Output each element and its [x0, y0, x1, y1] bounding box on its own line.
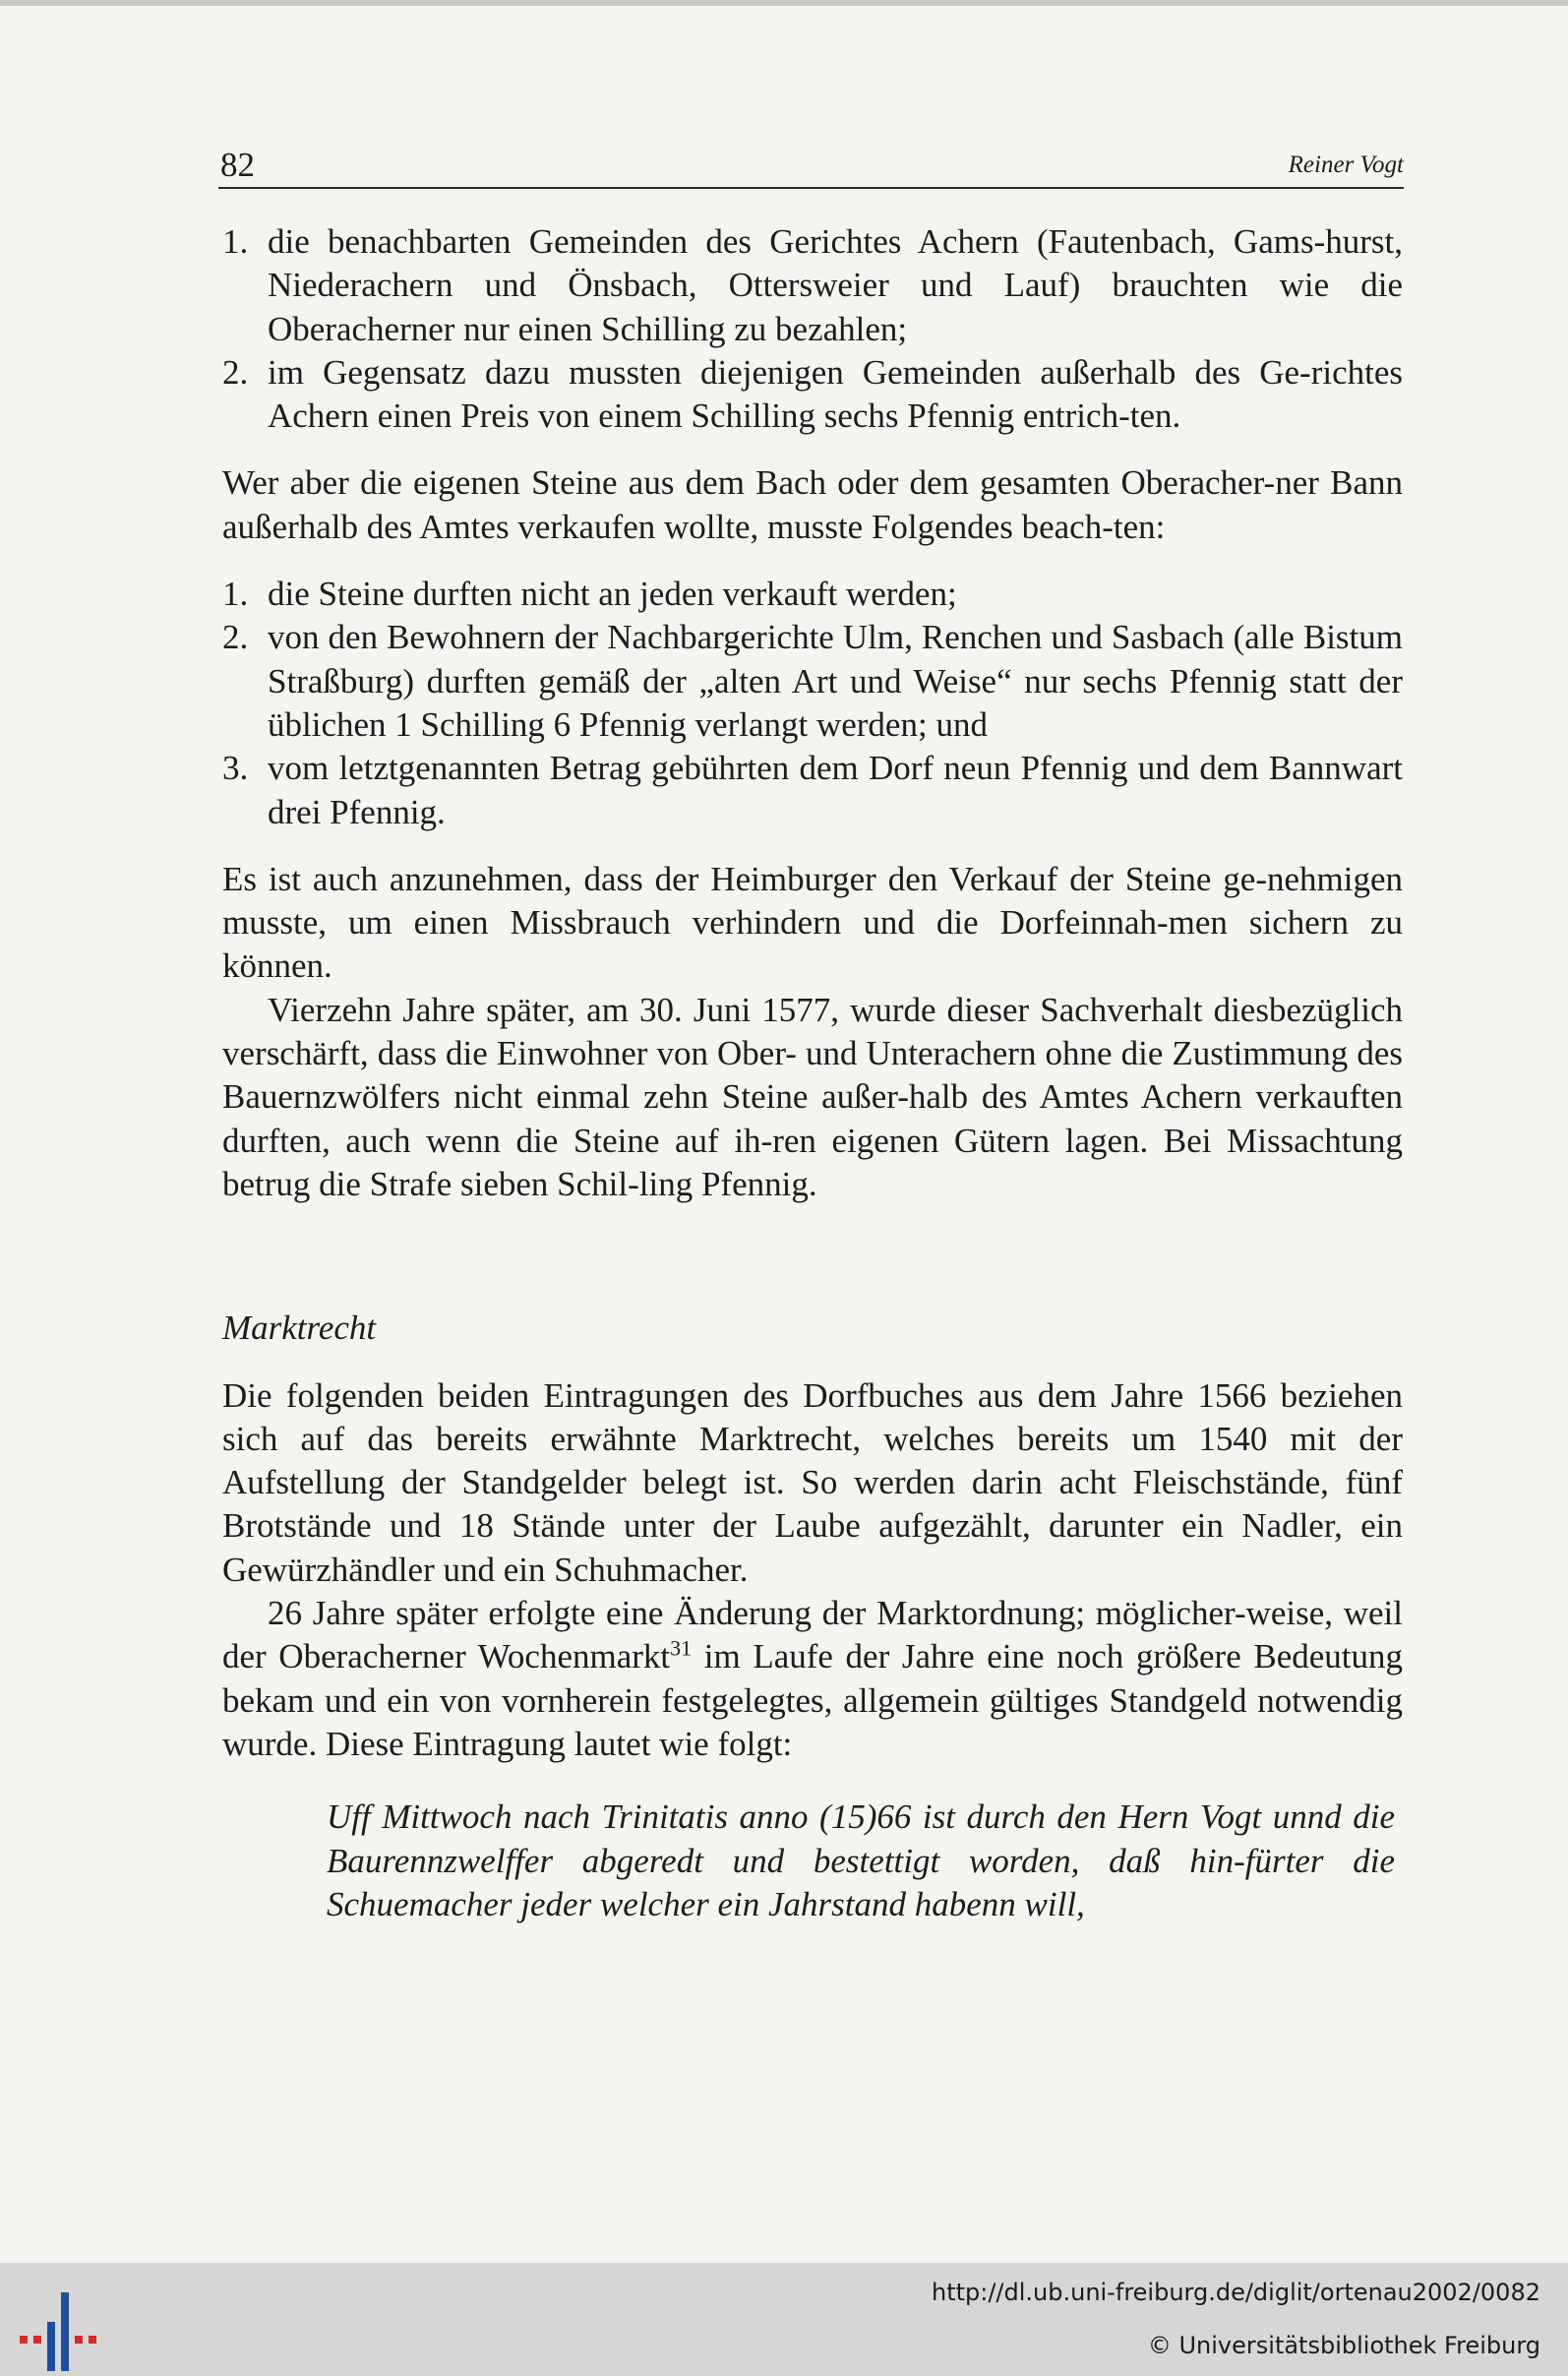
page-number: 82	[220, 146, 255, 184]
scan-edge	[0, 0, 1568, 6]
paragraph: Es ist auch anzunehmen, dass der Heimburger den Verkauf der Steine ge-nehmigen musste, um einen Missbrauch verhindern und die Dorfeinnah-men sichern zu können.	[222, 859, 1403, 986]
list-text: die benachbarten Gemeinden des Gerichtes Achern (Fautenbach, Gams-hurst, Niederachern und Önsbach, Ottersweier und Lauf) brauchten wie die Oberacherner nur einen Schilling zu bezahlen;	[268, 222, 1403, 348]
paragraph: Die folgenden beiden Eintragungen des Dorfbuches aus dem Jahre 1566 beziehen sich auf das bereits erwähnte Marktrecht, welches bereits um 1540 mit der Aufstellung der Standgelder belegt ist. So werden darin acht Fleischstände, fünf Brotstände und 18 Stände unter der Laube aufgezählt, darunter ein Nadler, ein Gewürzhändler und ein Schuhmacher.	[222, 1375, 1403, 1589]
running-head: Reiner Vogt	[1288, 152, 1404, 178]
ub-freiburg-logo-icon	[20, 2292, 98, 2371]
list-second	[222, 573, 1403, 834]
copyright-notice: © Universitätsbibliothek Freiburg	[1147, 2332, 1540, 2359]
list-item	[222, 220, 1403, 351]
paragraph: Vierzehn Jahre später, am 30. Juni 1577, wurde dieser Sachverhalt diesbezüglich verschärft, dass die Einwohner von Ober- und Unterachern ohne die Zustimmung des Bauernzwölfers nicht einmal zehn Steine außer-halb des Amtes Achern verkauften durften, auch wenn die Steine auf ih-ren eigenen Gütern lagen. Bei Missachtung betrug die Strafe sieben Schil-ling Pfennig.	[222, 990, 1403, 1203]
list-first	[222, 220, 1403, 438]
paragraph: Wer aber die eigenen Steine aus dem Bach oder dem gesamten Oberacher-ner Bann außerhalb des Amtes verkaufen wollte, musste Folgendes beach-ten:	[222, 463, 1403, 546]
footnote-marker[interactable]: 31	[670, 1635, 693, 1661]
list-item	[222, 573, 1403, 616]
paragraph	[222, 1592, 1403, 1766]
list-text: im Gegensatz dazu mussten diejenigen Gemeinden außerhalb des Ge-richtes Achern einen Preis von einem Schilling sechs Pfennig entrich-ten.	[268, 352, 1403, 436]
list-number: 2.	[222, 352, 249, 392]
paragraph-text: im Laufe der Jahre eine noch größere Bedeutung bekam und ein von vornherein festgelegtes, allgemein gültiges Standgeld notwendig wurde. Diese Eintragung lautet wie folgt:	[222, 1637, 1403, 1763]
permalink[interactable]: http://dl.ub.uni-freiburg.de/diglit/ortenau2002/0082	[931, 2279, 1540, 2306]
list-text: vom letztgenannten Betrag gebührten dem Dorf neun Pfennig und dem Bannwart drei Pfennig.	[268, 749, 1403, 831]
list-number: 2.	[222, 618, 249, 657]
page-body	[222, 220, 1403, 1926]
list-text: von den Bewohnern der Nachbargerichte Ulm, Renchen und Sasbach (alle Bistum Straßburg) durften gemäß der „alten Art und Weise“ nur sechs Pfennig statt der üblichen 1 Schilling 6 Pfennig verlangt werden; und	[268, 618, 1403, 744]
block-quote: Uff Mittwoch nach Trinitatis anno (15)66 ist durch den Hern Vogt unnd die Baurennzwelffer abgeredt und bestettigt worden, daß hin-fürter die Schuemacher jeder welcher ein Jahrstand habenn will,	[327, 1797, 1395, 1923]
list-number: 1.	[222, 575, 249, 614]
paragraph-text: 26 Jahre später erfolgte eine Änderung der Marktordnung; möglicher-weise, weil der Oberacherner Wochenmarkt	[222, 1594, 1403, 1676]
list-item	[222, 747, 1403, 834]
footer-bar	[0, 2263, 1568, 2376]
list-number: 3.	[222, 749, 249, 788]
list-item	[222, 616, 1403, 747]
list-item	[222, 351, 1403, 439]
list-text: die Steine durften nicht an jeden verkauft werden;	[268, 575, 957, 614]
section-heading: Marktrecht	[222, 1309, 377, 1348]
list-number: 1.	[222, 222, 249, 261]
page-header	[218, 138, 1404, 189]
